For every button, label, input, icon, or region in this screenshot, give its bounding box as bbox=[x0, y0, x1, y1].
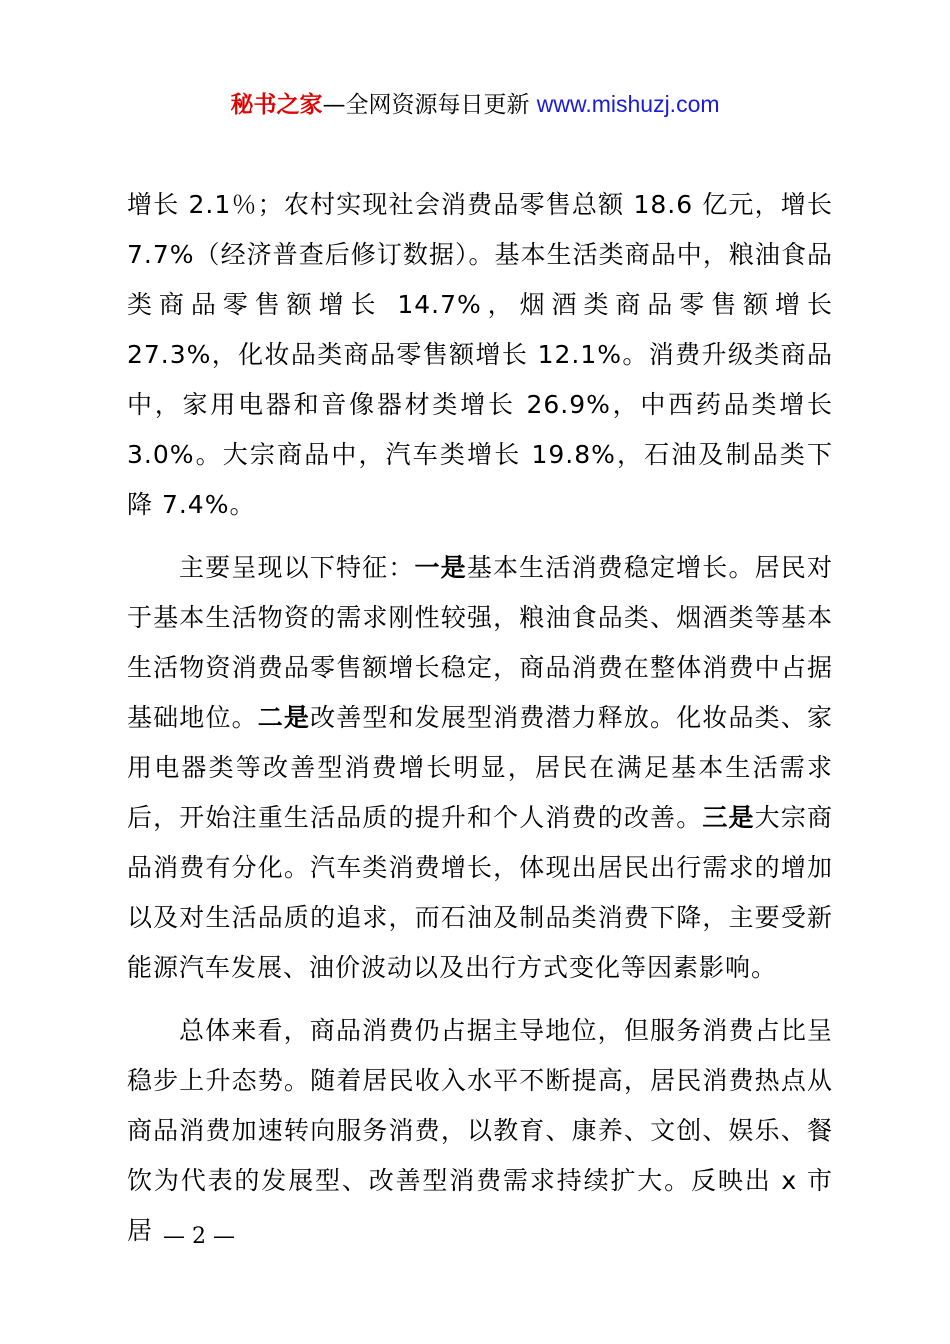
point-3-text: 大宗商品消费有分化。汽车类消费增长，体现出居民出行需求的增加以及对生活品质的追求，而石油及制品类消费下降，主要受新能源汽车发展、油价波动以及出行方式变化等因素影响。 bbox=[127, 803, 833, 982]
paragraph-retail-stats: 增长 2.1％；农村实现社会消费品零售总额 18.6 亿元，增长 7.7%（经济普查后修订数据）。基本生活类商品中，粮油食品类商品零售额增长 14.7%，烟酒类商品零售额增长 27.3%，化妆品类商品零售额增长 12.1%。消费升级类商品中，家用电器和音像器材类增长 26.9%，中西药品类增长 3.0%。大宗商品中，汽车类增长 19.8%，石油及制品类下降 7.4%。 bbox=[127, 190, 833, 519]
paragraph-features bbox=[127, 543, 833, 993]
features-intro: 主要呈现以下特征： bbox=[179, 553, 415, 582]
document-body bbox=[127, 180, 833, 1256]
paragraph-summary: 总体来看，商品消费仍占据主导地位，但服务消费占比呈稳步上升态势。随着居民收入水平不断提高，居民消费热点从商品消费加速转向服务消费，以教育、康养、文创、娱乐、餐饮为代表的发展型、改善型消费需求持续扩大。反映出 x 市居 bbox=[127, 1016, 833, 1245]
point-1-label: 一是 bbox=[414, 553, 467, 582]
point-2-text: 改善型和发展型消费潜力释放。化妆品类、家用电器类等改善型消费增长明显，居民在满足基本生活需求后，开始注重生活品质的提升和个人消费的改善。 bbox=[127, 703, 833, 832]
page-number: — 2 — bbox=[163, 1224, 235, 1249]
point-2-label: 二是 bbox=[257, 703, 311, 732]
point-1-text: 基本生活消费稳定增长。居民对于基本生活物资的需求刚性较强，粮油食品类、烟酒类等基本生活物资消费品零售额增长稳定，商品消费在整体消费中占据基础地位。 bbox=[127, 553, 833, 732]
website-link[interactable]: www.mishuzj.com bbox=[536, 91, 720, 117]
brand-name: 秘书之家 bbox=[230, 92, 323, 118]
page-header bbox=[0, 88, 950, 121]
point-3-label: 三是 bbox=[702, 803, 755, 832]
header-slogan: —全网资源每日更新 bbox=[322, 92, 537, 118]
